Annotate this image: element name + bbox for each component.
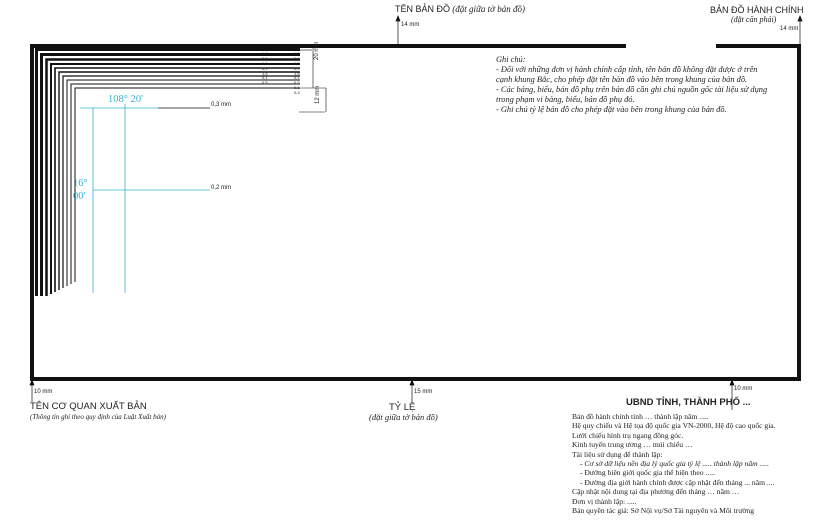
corner-stripes <box>37 50 301 297</box>
frame-width-inner-label: 12 mm <box>315 85 321 104</box>
notes-title: Ghi chú: <box>496 55 526 64</box>
metadata-line: Bản quyền tác giả: Sở Nội vụ/Sở Tài nguyên và Môi trường <box>572 506 755 516</box>
metadata-line: Lưới chiếu hình trụ ngang đồng góc. <box>572 430 684 440</box>
admin-map-label: BẢN ĐỒ HÀNH CHÍNH <box>710 5 804 15</box>
metadata-block <box>572 412 776 515</box>
authority-label: UBND TỈNH, THÀNH PHỐ ... <box>626 397 751 408</box>
top-right-gap-label: 14 mm <box>780 26 799 32</box>
bottom-left-gap-label: 10 mm <box>34 389 53 395</box>
metadata-line: - Đường biên giới quốc gia thể hiện theo ..... <box>580 468 715 478</box>
map-title: TÊN BẢN ĐỒ <box>395 4 451 14</box>
notes-line: - Các bảng, biểu, bản đồ phụ trên bản đồ cần ghi chú nguồn gốc tài liệu sử dụng <box>496 85 768 94</box>
metadata-line: Đơn vị thành lập: ..... <box>572 496 637 506</box>
latitude-degree-label: 16° <box>73 178 88 189</box>
latitude-minute-label: 00' <box>73 191 86 202</box>
notes-line: - Đối với những đơn vị hành chính cấp tỉnh, tên bản đồ không đặt được ở trên <box>496 65 758 74</box>
stripe-labels-left: 0,1 1,0 0,1 1,5 0,1 1,5 0,1 0,5 <box>262 46 268 86</box>
scale-label: TỶ LỆ <box>389 402 416 413</box>
stripe-dimension-lines <box>299 48 326 112</box>
bottom-mid-gap-label: 15 mm <box>414 389 433 395</box>
admin-map-note: (đặt căn phải) <box>731 15 777 24</box>
metadata-line: - Đường địa giới hành chính được cập nhật đến tháng ... năm .... <box>580 477 775 487</box>
metadata-line: Hệ quy chiếu và Hệ tọa độ quốc gia VN-2000, Hệ độ cao quốc gia. <box>572 421 776 431</box>
map-title-note: (đặt giữa tờ bản đồ) <box>452 4 525 14</box>
metadata-line: Kinh tuyến trung ương … múi chiếu … <box>572 440 693 450</box>
map-title-block <box>395 4 525 14</box>
metadata-line: Bản đồ hành chính tỉnh … thành lập năm ..... <box>572 412 709 421</box>
line-thin-label: 0,2 mm <box>211 185 232 191</box>
top-left-gap-label: 14 mm <box>401 22 420 28</box>
notes-line: cạnh khung Bắc, cho phép đặt tên bản đồ vào bên trong khung của bản đồ. <box>496 75 748 84</box>
metadata-line: Cập nhật nội dung tại địa phương đến tháng … năm … <box>572 487 740 497</box>
notes-block <box>496 55 767 115</box>
notes-line: trong phạm vi bảng, biểu, bản đồ phụ đó. <box>496 95 635 104</box>
notes-line: - Ghi chú tỷ lệ bản đồ cho phép đặt vào bên trong khung của bản đồ. <box>496 105 727 114</box>
bottom-right-gap-label: 10 mm <box>734 386 753 392</box>
metadata-line: - Cơ sở dữ liệu nền địa lý quốc gia tỷ lệ ..... thành lập năm ..... <box>580 459 769 469</box>
frame-width-label: 20 mm <box>314 41 320 60</box>
publisher-label: TÊN CƠ QUAN XUẤT BẢN <box>30 401 147 412</box>
scale-note: (đặt giữa tờ bản đồ) <box>369 412 438 422</box>
graticule <box>80 104 210 293</box>
publisher-note: (Thông tin ghi theo quy định của Luật Xuất bản) <box>30 413 166 421</box>
stripe-labels-right: 0,1 1,0 0,1 1,5 0,1 1,5 0,1 0,5 0,1 0,3 <box>294 46 300 96</box>
line-thick-label: 0,3 mm <box>211 102 232 108</box>
longitude-label: 108° 20' <box>108 94 143 105</box>
metadata-line: Tài liệu sử dụng để thành lập: <box>572 449 663 459</box>
